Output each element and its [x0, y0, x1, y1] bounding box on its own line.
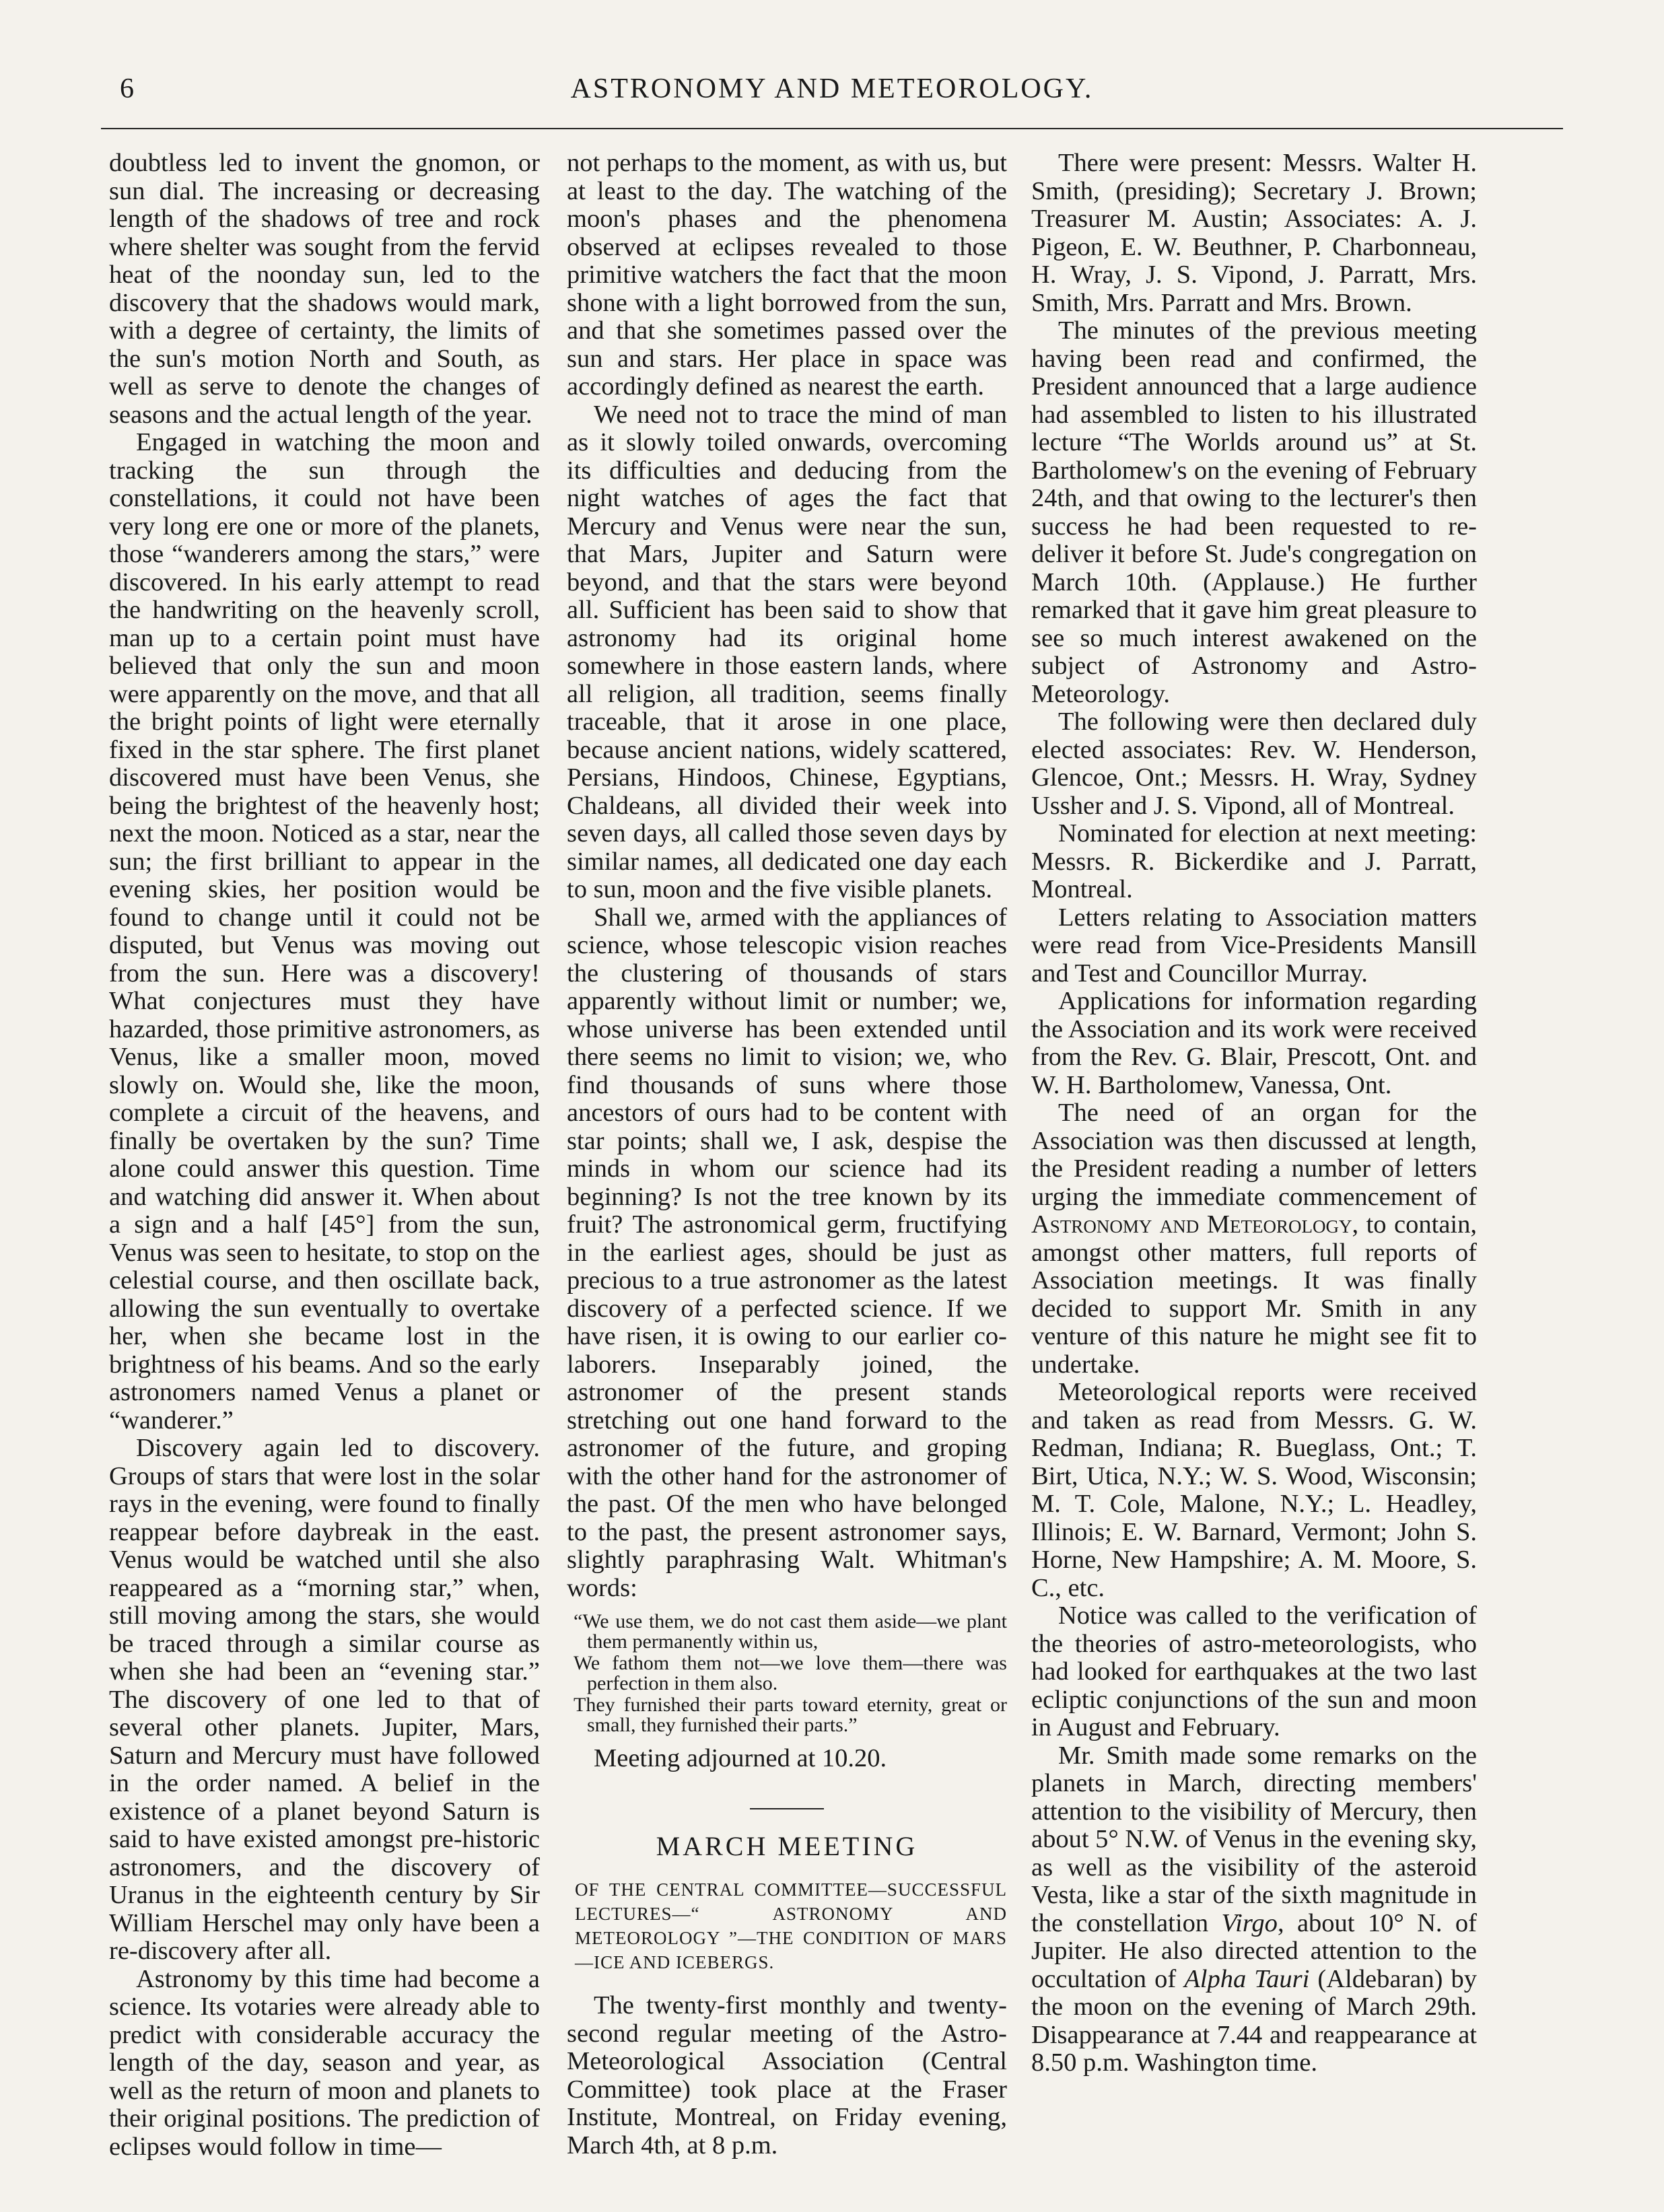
text-run: Mr. Smith made some remarks on the planets in March, directing members' attention to the visibility of Mercury, then about 5° N.W. of Venus in the evening sky, as well as the visibility of the asteroid Vesta, like a star of the sixth magnitude in the constellation — [1031, 1741, 1477, 1937]
page-header — [101, 73, 1563, 113]
quote-line: They furnished their parts toward eternity, great or small, they furnished their parts.” — [574, 1694, 1007, 1736]
text-run: The need of an organ for the Association was then discussed at length, the President reading a number of letters urging the immediate commencement of — [1031, 1099, 1477, 1211]
quote-line: We fathom them not—we love them—there was perfection in them also. — [574, 1652, 1007, 1694]
section-title: MARCH MEETING — [656, 1830, 918, 1861]
paragraph: Letters relating to Association matters were read from Vice-Presidents Mansill and Test and Councillor Murray. — [1031, 903, 1477, 988]
paragraph: There were present: Messrs. Walter H. Smith, (presiding); Secretary J. Brown; Treasurer M. Austin; Associates: A. J. Pigeon, E. W. Beuthner, P. Charbonneau, H. Wray, J. S. Vipond, J. Parratt, Mrs. Smith, Mrs. Parratt and Mrs. Brown. — [1031, 149, 1477, 317]
header-rule — [101, 128, 1563, 129]
text-run: (Aldebaran) by the moon on the evening of March 29th. Disappearance at 7.44 and reappearance at 8.50 p.m. Washington time. — [1031, 1964, 1477, 2077]
paragraph — [1031, 1742, 1477, 2077]
paragraph: not perhaps to the moment, as with us, but at least to the day. The watching of the moon's phases and the phenomena observed at eclipses revealed to those primitive watchers the fact that the moon shone with a light borrowed from the sun, and that she sometimes passed over the sun and stars. Her place in space was accordingly defined as nearest the earth. — [567, 149, 1007, 401]
paragraph: Nominated for election at next meeting: Messrs. R. Bickerdike and J. Parratt, Montreal. — [1031, 819, 1477, 903]
paragraph: The twenty-first monthly and twenty-second regular meeting of the Astro-Meteorological Association (Central Committee) took place at the Fraser Institute, Montreal, on Friday evening, March 4th, at 8 p.m. — [567, 1991, 1007, 2159]
paragraph: We need not to trace the mind of man as it slowly toiled onwards, overcoming its difficulties and deducing from the night watches of ages the fact that Mercury and Venus were near the sun, that Mars, Jupiter and Saturn were beyond, and that the stars were beyond all. Sufficient has been said to show that astronomy had its original home somewhere in those eastern lands, where all religion, all tradition, seems finally traceable, that it arose in one place, because ancient nations, widely scattered, Persians, Hindoos, Chinese, Egyptians, Chaldeans, all divided their week into seven days, all called those seven days by similar names, all dedicated one day each to sun, moon and the five visible planets. — [567, 400, 1007, 903]
quote-line: “We use them, we do not cast them aside—we plant them permanently within us, — [574, 1610, 1007, 1653]
running-title: ASTRONOMY AND METEOROLOGY. — [570, 73, 1094, 104]
journal-name: Astronomy and Meteorology — [1031, 1210, 1352, 1239]
italic-text: Virgo — [1221, 1908, 1278, 1937]
page-number: 6 — [120, 73, 134, 104]
paragraph — [1031, 1099, 1477, 1379]
section-divider — [750, 1808, 824, 1809]
text-run: , to contain, amongst other matters, full reports of Association meetings. It was finally decided to support Mr. Smith in any venture of this nature he might see fit to undertake. — [1031, 1210, 1477, 1379]
italic-text: Alpha Tauri — [1184, 1964, 1310, 1993]
column-2 — [567, 149, 1007, 2159]
column-1 — [109, 149, 540, 2161]
meeting-adjourned: Meeting adjourned at 10.20. — [594, 1744, 887, 1772]
paragraph: Applications for information regarding the Association and its work were received from the Rev. G. Blair, Prescott, Ont. and W. H. Bartholomew, Vanessa, Ont. — [1031, 987, 1477, 1099]
paragraph: Discovery again led to discovery. Groups of stars that were lost in the solar rays in the evening, were found to finally reappear before daybreak in the east. Venus would be watched until she also reappeared as a “morning star,” when, still moving among the stars, she would be traced through a similar course as when she had been an “evening star.” The discovery of one led to that of several other planets. Jupiter, Mars, Saturn and Mercury must have followed in the order named. A belief in the existence of a planet beyond Saturn is said to have existed amongst pre-historic astronomers, and the discovery of Uranus in the eighteenth century by Sir William Herschel may only have been a re-discovery after all. — [109, 1434, 540, 1965]
paragraph: Notice was called to the verification of the theories of astro-meteorologists, who had looked for earthquakes at the two last ecliptic conjunctions of the sun and moon in August and February. — [1031, 1601, 1477, 1741]
text-run: , about 10° N. of Jupiter. He also directed attention to the occultation of — [1031, 1908, 1477, 1993]
column-3 — [1031, 149, 1477, 2077]
paragraph: The minutes of the previous meeting having been read and confirmed, the President announced that a large audience had assembled to listen to his illustrated lecture “The Worlds around us” at St. Bartholomew's on the evening of February 24th, and that owing to the lecturer's then success he had been requested to re-deliver it before St. Jude's congregation on March 10th. (Applause.) He further remarked that it gave him great pleasure to see so much interest awakened on the subject of Astronomy and Astro-Meteorology. — [1031, 316, 1477, 708]
paragraph: doubtless led to invent the gnomon, or sun dial. The increasing or decreasing length of the shadows of tree and rock where shelter was sought from the fervid heat of the noonday sun, led to the discovery that the shadows would mark, with a degree of certainty, the limits of the sun's motion North and South, as well as serve to denote the changes of seasons and the actual length of the year. — [109, 149, 540, 429]
paragraph: Engaged in watching the moon and tracking the sun through the constellations, it could not have been very long ere one or more of the planets, those “wanderers among the stars,” were discovered. In his early attempt to read the handwriting on the heavenly scroll, man up to a certain point must have believed that only the sun and moon were apparently on the move, and that all the bright points of light were eternally fixed in the star sphere. The first planet discovered must have been Venus, she being the brightest of the heavenly host; next the moon. Noticed as a star, near the sun; the first brilliant to appear in the evening skies, her position would be found to change until it could not be disputed, but Venus was moving out from the sun. Here was a discovery! What conjectures must they have hazarded, those primitive astronomers, as Venus, like a smaller moon, moved slowly on. Would she, like the moon, complete a circuit of the heavens, and finally be overtaken by the sun? Time alone could answer this question. Time and watching did answer it. When about a sign and a half [45°] from the sun, Venus was seen to hesitate, to stop on the celestial course, and then oscillate back, allowing the sun eventually to overtake her, when she became lost in the brightness of his beams. And so the early astronomers named Venus a planet or “wanderer.” — [109, 428, 540, 1435]
paragraph: Astronomy by this time had become a science. Its votaries were already able to predict with considerable accuracy the length of the day, season and year, as well as the return of moon and planets to their original positions. The prediction of eclipses would follow in time— — [109, 1964, 540, 2161]
paragraph: The following were then declared duly elected associates: Rev. W. Henderson, Glencoe, Ont.; Messrs. H. Wray, Sydney Ussher and J. S. Vipond, all of Montreal. — [1031, 707, 1477, 820]
paragraph: Meteorological reports were received and taken as read from Messrs. G. W. Redman, Indiana; R. Bueglass, Ont.; T. Birt, Utica, N.Y.; W. S. Wood, Wisconsin; M. T. Cole, Malone, N.Y.; L. Headley, Illinois; E. W. Barnard, Vermont; John S. Horne, New Hampshire; A. M. Moore, S. C., etc. — [1031, 1378, 1477, 1602]
paragraph: Shall we, armed with the appliances of science, whose telescopic vision reaches the clustering of thousands of stars apparently without limit or number; we, whose universe has been extended until there seems no limit to vision; we, who find thousands of suns where those ancestors of ours had to be content with star points; shall we, I ask, despise the minds in whom our science had its beginning? Is not the tree known by its fruit? The astronomical germ, fructifying in the earliest ages, should be just as precious to a true astronomer as the latest discovery of a perfected science. If we have risen, it is owing to our earlier co-laborers. Inseparably joined, the astronomer of the present stands stretching out one hand forward to the astronomer of the future, and groping with the other hand for the astronomer of the past. Of the men who have belonged to the past, the present astronomer says, slightly paraphrasing Walt. Whitman's words: — [567, 903, 1007, 1602]
section-subheads: OF THE CENTRAL COMMITTEE—SUCCESSFUL LECTURES—“ ASTRONOMY AND METEOROLOGY ”—THE CONDITION OF MARS—ICE AND ICEBERGS. — [575, 1879, 1007, 1972]
whitman-quote — [567, 1612, 1007, 1735]
